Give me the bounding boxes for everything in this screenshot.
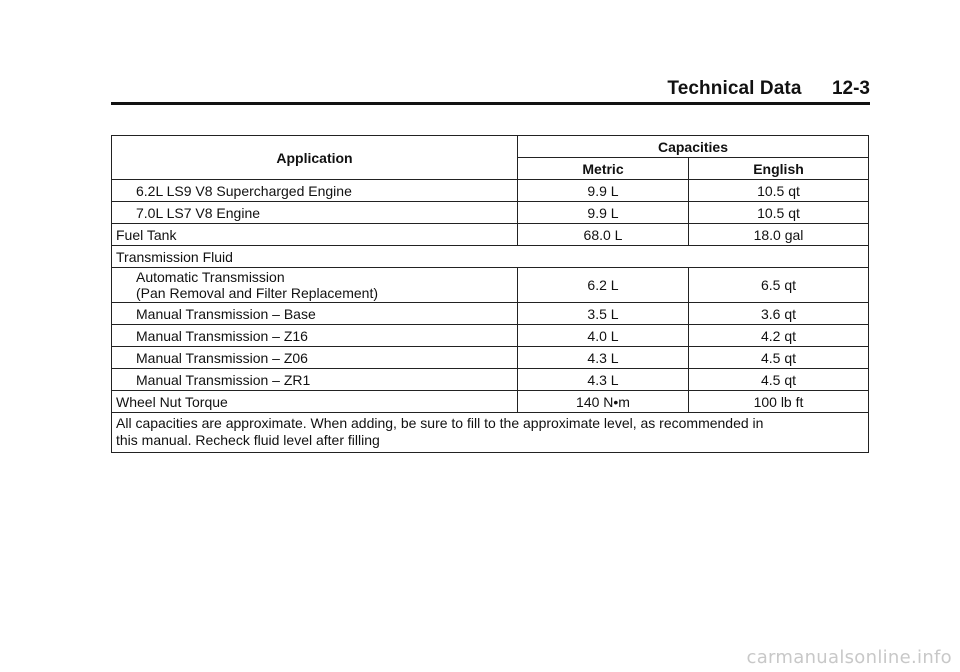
row-english: 18.0 gal — [689, 224, 869, 246]
table-row — [112, 224, 869, 246]
note-line2: this manual. Recheck fluid level after filling — [116, 432, 380, 448]
row-metric: 6.2 L — [518, 268, 689, 303]
row-label: Manual Transmission – Base — [112, 303, 518, 325]
row-english: 4.5 qt — [689, 369, 869, 391]
row-label: 7.0L LS7 V8 Engine — [112, 202, 518, 224]
row-english: 4.2 qt — [689, 325, 869, 347]
row-label: Fuel Tank — [112, 224, 518, 246]
capacities-table — [111, 135, 869, 453]
note-line1: All capacities are approximate. When adding, be sure to fill to the approximate level, as recommended in — [116, 415, 764, 431]
header-capacities: Capacities — [518, 136, 869, 158]
watermark: carmanualsonline.info — [746, 647, 952, 668]
row-english: 3.6 qt — [689, 303, 869, 325]
table-row — [112, 391, 869, 413]
row-label: Manual Transmission – Z16 — [112, 325, 518, 347]
capacities-note — [112, 413, 869, 453]
table-row — [112, 347, 869, 369]
row-label-line2: (Pan Removal and Filter Replacement) — [136, 285, 378, 301]
row-label-line1: Automatic Transmission — [136, 269, 285, 285]
header-application: Application — [112, 136, 518, 180]
table-row — [112, 180, 869, 202]
section-label: Transmission Fluid — [112, 246, 869, 268]
row-english: 4.5 qt — [689, 347, 869, 369]
page-header — [111, 78, 870, 105]
row-english: 10.5 qt — [689, 202, 869, 224]
row-label: 6.2L LS9 V8 Supercharged Engine — [112, 180, 518, 202]
row-english: 10.5 qt — [689, 180, 869, 202]
header-metric: Metric — [518, 158, 689, 180]
table-row — [112, 325, 869, 347]
section-title: Technical Data — [667, 78, 802, 99]
row-english: 6.5 qt — [689, 268, 869, 303]
table-note-row — [112, 413, 869, 453]
header-english: English — [689, 158, 869, 180]
page-number: 12-3 — [831, 78, 870, 99]
row-metric: 68.0 L — [518, 224, 689, 246]
row-label: Manual Transmission – ZR1 — [112, 369, 518, 391]
row-label: Wheel Nut Torque — [112, 391, 518, 413]
table-section-row — [112, 246, 869, 268]
row-metric: 4.3 L — [518, 369, 689, 391]
table-row — [112, 303, 869, 325]
row-label — [112, 268, 518, 303]
row-metric: 4.3 L — [518, 347, 689, 369]
row-metric: 140 N•m — [518, 391, 689, 413]
table-row — [112, 369, 869, 391]
table-row — [112, 202, 869, 224]
row-metric: 3.5 L — [518, 303, 689, 325]
row-label: Manual Transmission – Z06 — [112, 347, 518, 369]
table-header-row — [112, 136, 869, 158]
row-metric: 9.9 L — [518, 202, 689, 224]
row-english: 100 lb ft — [689, 391, 869, 413]
row-metric: 9.9 L — [518, 180, 689, 202]
row-metric: 4.0 L — [518, 325, 689, 347]
table-row — [112, 268, 869, 303]
